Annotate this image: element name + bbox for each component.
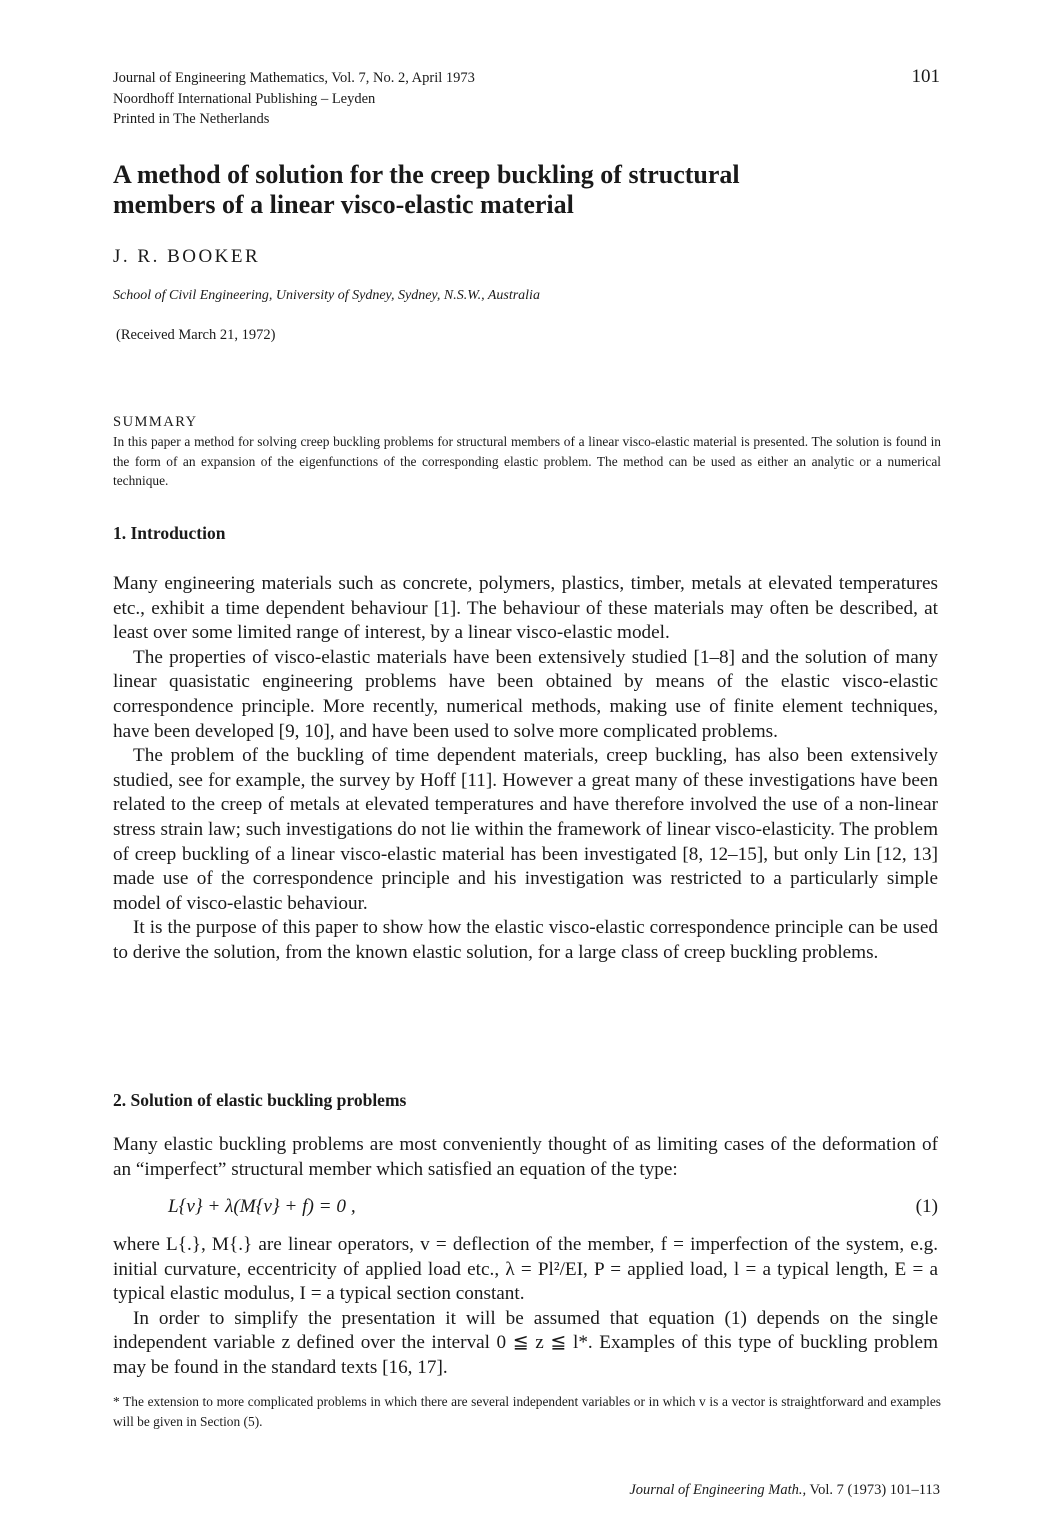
section-2-intro [113, 1133, 938, 1182]
title-line-1: A method of solution for the creep buckling of structural [113, 160, 740, 189]
author-name: J. R. BOOKER [113, 246, 261, 267]
paragraph: Many elastic buckling problems are most conveniently thought of as limiting cases of the deformation of an “imperfect” structural member which satisfied an equation of the type: [113, 1134, 938, 1180]
paragraph: The problem of the buckling of time dependent materials, creep buckling, has also been extensively studied, see for example, the survey by Hoff [11]. However a great many of these investigations have been related to the creep of metals at elevated temperatures and have therefore involved the use of a non-linear stress strain law; such investigations do not lie within the framework of linear visco-elasticity. The problem of creep buckling of a linear visco-elastic material has been investigated [8, 12–15], but only Lin [12, 13] made use of the correspondence principle and his investigation was restricted to a particularly simple model of visco-elastic behaviour. [113, 745, 938, 914]
section-1-body [113, 572, 938, 966]
received-date: (Received March 21, 1972) [116, 327, 276, 343]
equation-1-number: (1) [915, 1196, 938, 1217]
paragraph: In order to simplify the presentation it will be assumed that equation (1) depends on the single independent variable z defined over the interval 0 ≦ z ≦ l*. Examples of this type of buckling problem may be found in the standard texts [16, 17]. [113, 1307, 938, 1378]
page-number: 101 [911, 66, 940, 87]
printed-line: Printed in The Netherlands [113, 111, 270, 127]
paper-title [113, 160, 893, 220]
running-footer [629, 1482, 940, 1499]
footnote: * The extension to more complicated problems in which there are several independent variables or in which v is a vector is straightforward and examples will be given in Section (5). [113, 1394, 941, 1429]
footer-journal: Journal of Engineering Math., [629, 1482, 807, 1498]
section-2-heading: 2. Solution of elastic buckling problems [113, 1090, 407, 1110]
equation-1: L{v} + λ(M{v} + f) = 0 , [168, 1196, 356, 1217]
summary-heading: SUMMARY [113, 414, 198, 430]
section-1-heading: 1. Introduction [113, 523, 226, 543]
footer-volume: Vol. 7 (1973) 101–113 [809, 1482, 940, 1498]
paragraph: where L{.}, M{.} are linear operators, v = deflection of the member, f = imperfection of the system, e.g. initial curvature, eccentricity of applied load etc., λ = Pl²/EI, P = applied load, l = a typical length, E = a typical elastic modulus, I = a typical section constant. [113, 1234, 938, 1305]
running-header [113, 68, 475, 130]
author-affiliation: School of Civil Engineering, University of Sydney, Sydney, N.S.W., Australia [113, 288, 540, 303]
section-2-body [113, 1233, 938, 1381]
publisher-line: Noordhoff International Publishing – Leyden [113, 90, 376, 107]
paragraph: Many engineering materials such as concrete, polymers, plastics, timber, metals at elevated temperatures etc., exhibit a time dependent behaviour [1]. The behaviour of these materials may often be described, at least over some limited range of interest, by a linear visco-elastic model. [113, 573, 938, 644]
summary-text: In this paper a method for solving creep buckling problems for structural members of a linear visco-elastic material is presented. The solution is found in the form of an expansion of the eigenfunctions of the corresponding elastic problem. The method can be used as either an analytic or a numerical technique. [113, 434, 941, 488]
title-line-2: members of a linear visco-elastic material [113, 190, 574, 219]
paragraph: The properties of visco-elastic materials have been extensively studied [1–8] and the solution of many linear quasistatic engineering problems have been obtained by means of the elastic visco-elastic correspondence principle. More recently, numerical methods, making use of finite element techniques, have been developed [9, 10], and have been used to solve more complicated problems. [113, 646, 938, 742]
journal-line: Journal of Engineering Mathematics, Vol. 7, No. 2, April 1973 [113, 70, 475, 86]
paragraph: It is the purpose of this paper to show how the elastic visco-elastic correspondence principle can be used to derive the solution, from the known elastic solution, for a large class of creep buckling problems. [113, 917, 938, 963]
